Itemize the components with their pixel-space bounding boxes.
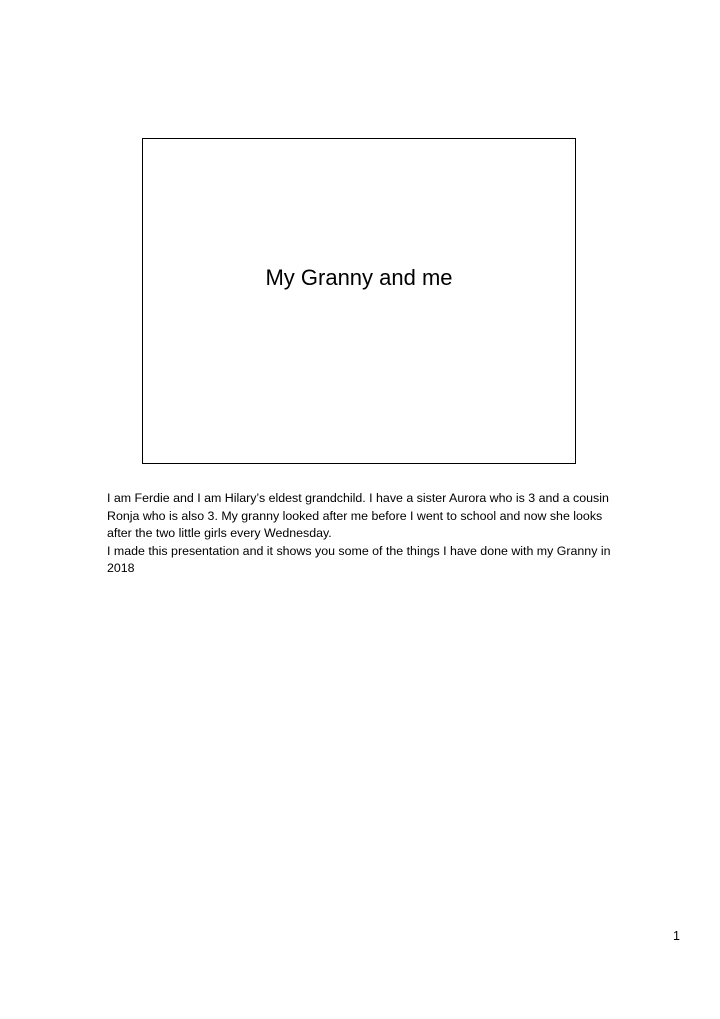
- speaker-notes: [107, 490, 617, 578]
- notes-paragraph: I am Ferdie and I am Hilary’s eldest grandchild. I have a sister Aurora who is 3 and a cousin Ronja who is also 3. My granny looked after me before I went to school and now she looks after the two little girls every Wednesday.: [107, 491, 609, 540]
- slide-thumbnail: [142, 138, 576, 464]
- slide-title: My Granny and me: [265, 265, 453, 290]
- notes-paragraph: I made this presentation and it shows you some of the things I have done with my Granny in 2018: [107, 543, 611, 575]
- page-number: 1: [673, 929, 680, 943]
